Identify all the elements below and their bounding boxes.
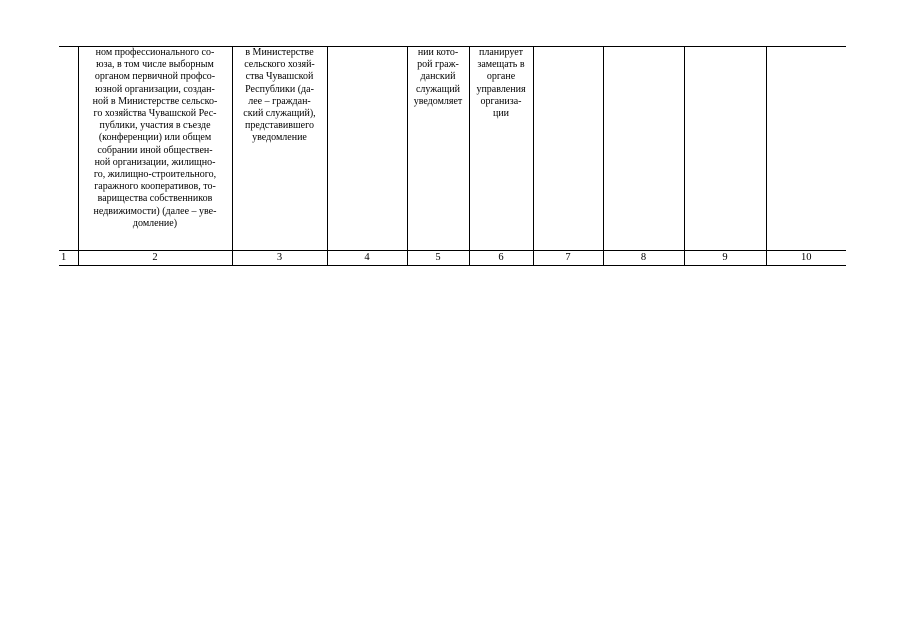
table-cell-col-1 bbox=[59, 47, 78, 251]
table-cell-col-4 bbox=[327, 47, 407, 251]
table-cell-col-2: ном профессионального со- юза, в том числе выборным органом первичной профсо- юзной организации, создан- ной в Министерстве сельско- го хозяйства Чувашской Рес- публики, участия в съезде (конференции) или общем собрании иной обществен- ной организации, жилищно- го, жилищно-строительного, гаражного кооперативов, то- варищества собственников недвижимости) (далее – уве- домление) bbox=[78, 47, 232, 251]
column-number: 9 bbox=[684, 251, 766, 266]
column-number: 6 bbox=[469, 251, 533, 266]
column-number: 1 bbox=[59, 251, 78, 266]
column-number: 4 bbox=[327, 251, 407, 266]
notification-register-table bbox=[59, 46, 846, 266]
table-cell-col-8 bbox=[603, 47, 684, 251]
column-number: 8 bbox=[603, 251, 684, 266]
column-number: 5 bbox=[407, 251, 469, 266]
table-cell-col-9 bbox=[684, 47, 766, 251]
column-number-row bbox=[59, 251, 846, 266]
table-cell-col-3: в Министерстве сельского хозяй- ства Чувашской Республики (да- лее – граждан- ский служащий), представившего уведомление bbox=[232, 47, 327, 251]
table-cell-col-6: планирует замещать в органе управления организа- ции bbox=[469, 47, 533, 251]
table-cell-col-7 bbox=[533, 47, 603, 251]
column-number: 10 bbox=[766, 251, 846, 266]
column-number: 3 bbox=[232, 251, 327, 266]
table-cell-col-5: нии кото- рой граж- данский служащий уведомляет bbox=[407, 47, 469, 251]
column-number: 7 bbox=[533, 251, 603, 266]
table-body-row bbox=[59, 47, 846, 251]
table-cell-col-10 bbox=[766, 47, 846, 251]
column-number: 2 bbox=[78, 251, 232, 266]
